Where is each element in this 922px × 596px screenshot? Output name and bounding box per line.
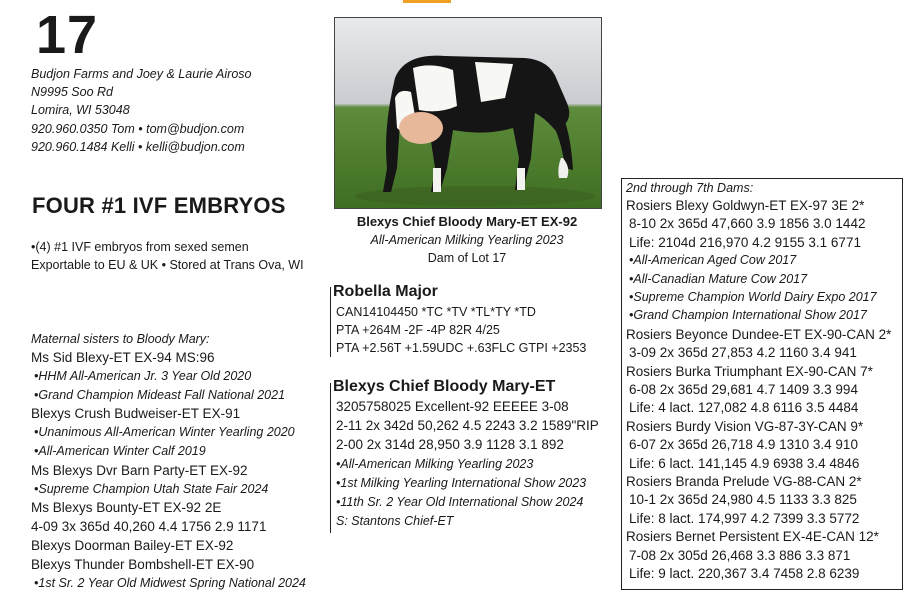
sire-pta-production: PTA +264M -2F -4P 82R 4/25: [336, 323, 500, 337]
dams-box-line: Rosiers Beyonce Dundee-ET EX-90-CAN 2*: [626, 326, 892, 342]
dam-record-line: •1st Milking Yearling International Show 2023: [336, 475, 587, 490]
top-accent-bar: [403, 0, 451, 3]
maternal-intro: Maternal sisters to Bloody Mary:: [31, 332, 210, 346]
consignor-contact-kelli: 920.960.1484 Kelli • kelli@budjon.com: [31, 140, 245, 154]
dam-bracket: [330, 383, 331, 533]
dams-box-header: 2nd through 7th Dams:: [626, 181, 754, 195]
consignor-street: N9995 Soo Rd: [31, 85, 114, 99]
maternal-line: Blexys Thunder Bombshell-ET EX-90: [31, 556, 255, 572]
dams-box-line: Rosiers Branda Prelude VG-88-CAN 2*: [626, 474, 862, 489]
consignor-name: Budjon Farms and Joey & Laurie Airoso: [31, 67, 252, 81]
maternal-line: •Unanimous All-American Winter Yearling 2020: [34, 425, 295, 440]
dam-record-line: •All-American Milking Yearling 2023: [336, 456, 534, 471]
cow-photo: [334, 17, 602, 209]
dam-record-line: 2-11 2x 342d 50,262 4.5 2243 3.2 1589"RIP: [336, 418, 599, 434]
lot-number: 17: [36, 5, 99, 65]
dam-record-line: 3205758025 Excellent-92 EEEEE 3-08: [336, 399, 569, 414]
dams-box-line: 3-09 2x 365d 27,853 4.2 1160 3.4 941: [629, 345, 857, 361]
consignor-city: Lomira, WI 53048: [31, 103, 130, 117]
dam-record-line: S: Stantons Chief-ET: [336, 514, 454, 529]
cow-illustration: [335, 18, 601, 208]
maternal-line: Ms Blexys Bounty-ET EX-92 2E: [31, 500, 222, 516]
maternal-line: Ms Sid Blexy-ET EX-94 MS:96: [31, 350, 215, 365]
dams-box-line: 6-07 2x 365d 26,718 4.9 1310 3.4 910: [629, 437, 858, 453]
sire-name: Robella Major: [333, 283, 438, 300]
dams-box-line: •Grand Champion International Show 2017: [629, 308, 867, 323]
offering-headline: FOUR #1 IVF EMBRYOS: [32, 193, 286, 218]
dams-box-line: Rosiers Burka Triumphant EX-90-CAN 7*: [626, 363, 873, 379]
maternal-line: •Supreme Champion Utah State Fair 2024: [34, 481, 269, 496]
dams-box-line: •Supreme Champion World Dairy Expo 2017: [629, 290, 877, 304]
dams-box-line: Life: 8 lact. 174,997 4.2 7399 3.3 5772: [629, 510, 860, 526]
photo-caption-note: Dam of Lot 17: [427, 251, 507, 265]
maternal-line: Blexys Crush Budweiser-ET EX-91: [31, 406, 241, 422]
dams-box-line: 8-10 2x 365d 47,660 3.9 1856 3.0 1442: [629, 216, 866, 232]
consignor-contact-tom: 920.960.0350 Tom • tom@budjon.com: [31, 122, 245, 136]
maternal-line: Ms Blexys Dvr Barn Party-ET EX-92: [31, 462, 248, 478]
dams-box-line: •All-Canadian Mature Cow 2017: [629, 271, 808, 286]
dams-box-line: 7-08 2x 305d 26,468 3.3 886 3.3 871: [629, 547, 851, 563]
dams-box-line: Life: 4 lact. 127,082 4.8 6116 3.5 4484: [629, 400, 859, 416]
sire-pta-type: PTA +2.56T +1.59UDC +.63FLC GTPI +2353: [336, 341, 587, 355]
dams-box-line: Rosiers Burdy Vision VG-87-3Y-CAN 9*: [626, 418, 864, 434]
dam-name: Blexys Chief Bloody Mary-ET: [333, 378, 556, 395]
offering-detail-1: •(4) #1 IVF embryos from sexed semen: [31, 240, 249, 254]
maternal-line: •Grand Champion Mideast Fall National 2021: [34, 387, 286, 402]
dams-box-line: Rosiers Blexy Goldwyn-ET EX-97 3E 2*: [626, 198, 865, 213]
dams-box-line: 6-08 2x 365d 29,681 4.7 1409 3.3 994: [629, 382, 858, 397]
dam-record-line: •11th Sr. 2 Year Old International Show 2024: [336, 495, 584, 509]
dams-box-line: •All-American Aged Cow 2017: [629, 253, 797, 268]
sire-bracket: [330, 287, 331, 357]
maternal-line: •1st Sr. 2 Year Old Midwest Spring National 2024: [34, 575, 306, 590]
dams-box-line: Life: 9 lact. 220,367 3.4 7458 2.8 6239: [629, 566, 860, 581]
maternal-line: 4-09 3x 365d 40,260 4.4 1756 2.9 1171: [31, 519, 267, 535]
maternal-line: •HHM All-American Jr. 3 Year Old 2020: [34, 368, 252, 383]
dams-box-line: 10-1 2x 365d 24,980 4.5 1133 3.3 825: [629, 492, 857, 508]
sire-registration: CAN14104450 *TC *TV *TL*TY *TD: [336, 305, 536, 319]
dam-record-line: 2-00 2x 314d 28,950 3.9 1128 3.1 892: [336, 437, 564, 453]
photo-caption-award: All-American Milking Yearling 2023: [370, 233, 564, 247]
dams-box-line: Rosiers Bernet Persistent EX-4E-CAN 12*: [626, 529, 879, 545]
maternal-line: Blexys Doorman Bailey-ET EX-92: [31, 538, 234, 553]
maternal-line: •All-American Winter Calf 2019: [34, 444, 206, 458]
dams-box-line: Life: 2104d 216,970 4.2 9155 3.1 6771: [629, 234, 861, 250]
photo-caption-name: Blexys Chief Bloody Mary-ET EX-92: [356, 214, 578, 229]
offering-detail-2: Exportable to EU & UK • Stored at Trans Ova, WI: [31, 258, 304, 272]
dams-box-line: Life: 6 lact. 141,145 4.9 6938 3.4 4846: [629, 455, 860, 471]
